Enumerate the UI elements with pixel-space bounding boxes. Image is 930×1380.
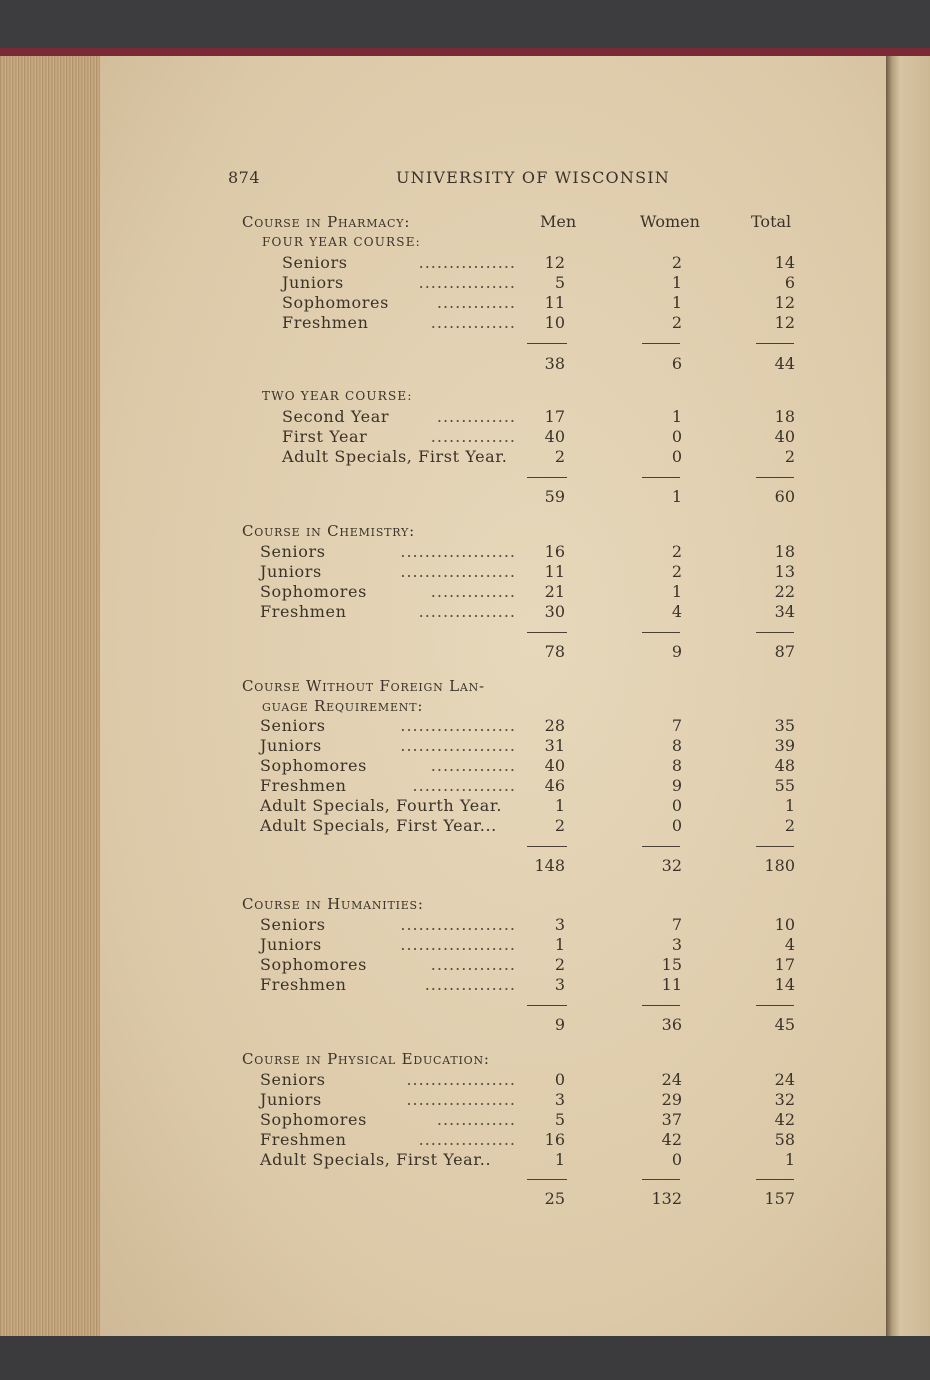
- table-row: [0, 736, 930, 756]
- total-count: 14: [774, 253, 795, 272]
- row-label: Seniors: [282, 253, 348, 272]
- section-subheading: FOUR YEAR COURSE:: [262, 235, 421, 249]
- men-count: 3: [554, 975, 565, 994]
- total-subtotal: 157: [764, 1189, 795, 1208]
- men-count: 11: [544, 562, 565, 581]
- row-label: Adult Specials, First Year.: [282, 447, 508, 466]
- leader-dots: .............: [436, 293, 516, 312]
- men-count: 12: [544, 253, 565, 272]
- table-row: [0, 313, 930, 333]
- total-count: 12: [774, 293, 795, 312]
- section-heading: Course in Humanities:: [242, 895, 424, 913]
- sum-rule: [642, 846, 680, 847]
- total-count: 35: [774, 716, 795, 735]
- subtotal-row: [0, 642, 930, 662]
- leader-dots: .............: [436, 407, 516, 426]
- leader-dots: ................: [418, 273, 516, 292]
- leader-dots: ..............: [430, 582, 516, 601]
- table-row: [0, 915, 930, 935]
- total-subtotal: 45: [774, 1015, 795, 1034]
- total-subtotal: 44: [774, 354, 795, 373]
- subtotal-row: [0, 354, 930, 374]
- row-label: Freshmen: [260, 776, 347, 795]
- women-subtotal: 6: [671, 354, 682, 373]
- table-row: [0, 602, 930, 622]
- row-label: Seniors: [260, 542, 326, 561]
- total-count: 17: [774, 955, 795, 974]
- women-subtotal: 132: [651, 1189, 682, 1208]
- women-count: 1: [671, 407, 682, 426]
- women-count: 42: [661, 1130, 682, 1149]
- women-count: 0: [671, 796, 682, 815]
- men-count: 5: [554, 1110, 565, 1129]
- row-label: Freshmen: [260, 1130, 347, 1149]
- total-count: 58: [774, 1130, 795, 1149]
- subtotal-row: [0, 487, 930, 507]
- men-count: 16: [544, 1130, 565, 1149]
- table-row: [0, 273, 930, 293]
- total-count: 6: [784, 273, 795, 292]
- total-count: 4: [784, 935, 795, 954]
- leader-dots: ...............: [424, 975, 516, 994]
- total-subtotal: 87: [774, 642, 795, 661]
- sum-rule: [642, 1005, 680, 1006]
- column-header-women: Women: [640, 212, 700, 231]
- men-count: 1: [554, 796, 565, 815]
- women-count: 2: [671, 542, 682, 561]
- women-count: 3: [671, 935, 682, 954]
- men-count: 17: [544, 407, 565, 426]
- men-count: 3: [554, 915, 565, 934]
- men-count: 2: [554, 955, 565, 974]
- table-row: [0, 253, 930, 273]
- table-row: [0, 975, 930, 995]
- leader-dots: ...................: [400, 542, 516, 561]
- men-count: 1: [554, 935, 565, 954]
- leader-dots: .............: [436, 1110, 516, 1129]
- table-row: [0, 796, 930, 816]
- total-count: 55: [774, 776, 795, 795]
- leader-dots: ...................: [400, 716, 516, 735]
- table-row: [0, 562, 930, 582]
- sum-rule: [756, 632, 794, 633]
- total-subtotal: 60: [774, 487, 795, 506]
- sum-rule: [756, 1005, 794, 1006]
- total-count: 18: [774, 542, 795, 561]
- women-count: 0: [671, 427, 682, 446]
- leader-dots: ...................: [400, 915, 516, 934]
- leader-dots: ..............: [430, 427, 516, 446]
- women-count: 4: [671, 602, 682, 621]
- leader-dots: ................: [418, 253, 516, 272]
- sum-rule: [527, 846, 567, 847]
- total-count: 14: [774, 975, 795, 994]
- section-heading: Course in Chemistry:: [242, 522, 415, 540]
- women-subtotal: 9: [671, 642, 682, 661]
- section-heading: Course Without Foreign Lan-: [242, 677, 485, 695]
- total-count: 2: [784, 816, 795, 835]
- row-label: Second Year: [282, 407, 390, 426]
- table-row: [0, 935, 930, 955]
- women-count: 8: [671, 736, 682, 755]
- table-row: [0, 1130, 930, 1150]
- row-label: Freshmen: [260, 975, 347, 994]
- subtotal-row: [0, 856, 930, 876]
- women-count: 1: [671, 293, 682, 312]
- women-count: 0: [671, 816, 682, 835]
- row-label: Seniors: [260, 915, 326, 934]
- men-count: 40: [544, 756, 565, 775]
- leader-dots: ..............: [430, 955, 516, 974]
- men-count: 3: [554, 1090, 565, 1109]
- men-subtotal: 25: [544, 1189, 565, 1208]
- women-count: 1: [671, 582, 682, 601]
- total-count: 13: [774, 562, 795, 581]
- leader-dots: ..................: [406, 1070, 516, 1089]
- men-count: 16: [544, 542, 565, 561]
- leader-dots: ..............: [430, 756, 516, 775]
- men-subtotal: 38: [544, 354, 565, 373]
- men-count: 30: [544, 602, 565, 621]
- row-label: Juniors: [260, 935, 322, 954]
- men-count: 0: [554, 1070, 565, 1089]
- women-subtotal: 36: [661, 1015, 682, 1034]
- row-label: Sophomores: [260, 1110, 367, 1129]
- men-count: 31: [544, 736, 565, 755]
- subtotal-row: [0, 1015, 930, 1035]
- book-cover-edge: [0, 48, 930, 56]
- table-row: [0, 1110, 930, 1130]
- total-count: 22: [774, 582, 795, 601]
- section-heading: Course in Physical Education:: [242, 1050, 490, 1068]
- row-label: Adult Specials, First Year...: [260, 816, 497, 835]
- table-row: [0, 293, 930, 313]
- page-title: UNIVERSITY OF WISCONSIN: [396, 168, 670, 187]
- sum-rule: [527, 1179, 567, 1180]
- leader-dots: ................: [418, 602, 516, 621]
- row-label: Sophomores: [260, 756, 367, 775]
- column-header-men: Men: [540, 212, 577, 231]
- sum-rule: [756, 343, 794, 344]
- table-row: [0, 407, 930, 427]
- row-label: Seniors: [260, 716, 326, 735]
- row-label: Adult Specials, Fourth Year.: [260, 796, 503, 815]
- background-top: [0, 0, 930, 52]
- women-count: 0: [671, 1150, 682, 1169]
- women-count: 1: [671, 273, 682, 292]
- men-count: 46: [544, 776, 565, 795]
- table-row: [0, 716, 930, 736]
- total-count: 39: [774, 736, 795, 755]
- row-label: Seniors: [260, 1070, 326, 1089]
- row-label: First Year: [282, 427, 368, 446]
- table-row: [0, 582, 930, 602]
- men-count: 21: [544, 582, 565, 601]
- leader-dots: .................: [412, 776, 516, 795]
- women-count: 7: [671, 716, 682, 735]
- women-count: 15: [661, 955, 682, 974]
- column-header-total: Total: [751, 212, 792, 231]
- total-count: 40: [774, 427, 795, 446]
- men-count: 11: [544, 293, 565, 312]
- table-row: [0, 955, 930, 975]
- total-count: 12: [774, 313, 795, 332]
- sum-rule: [527, 632, 567, 633]
- row-label: Freshmen: [282, 313, 369, 332]
- total-count: 32: [774, 1090, 795, 1109]
- women-count: 11: [661, 975, 682, 994]
- leader-dots: ...................: [400, 736, 516, 755]
- table-row: [0, 1090, 930, 1110]
- row-label: Sophomores: [282, 293, 389, 312]
- total-count: 1: [784, 796, 795, 815]
- men-count: 1: [554, 1150, 565, 1169]
- leader-dots: ................: [418, 1130, 516, 1149]
- sum-rule: [756, 477, 794, 478]
- table-row: [0, 542, 930, 562]
- table-row: [0, 756, 930, 776]
- sum-rule: [642, 477, 680, 478]
- women-count: 0: [671, 447, 682, 466]
- row-label: Freshmen: [260, 602, 347, 621]
- leader-dots: ...................: [400, 935, 516, 954]
- women-count: 2: [671, 253, 682, 272]
- women-count: 8: [671, 756, 682, 775]
- sum-rule: [756, 846, 794, 847]
- women-count: 37: [661, 1110, 682, 1129]
- total-count: 18: [774, 407, 795, 426]
- table-row: [0, 776, 930, 796]
- men-count: 2: [554, 447, 565, 466]
- row-label: Adult Specials, First Year..: [260, 1150, 492, 1169]
- row-label: Juniors: [260, 562, 322, 581]
- leader-dots: ..............: [430, 313, 516, 332]
- men-subtotal: 148: [534, 856, 565, 875]
- women-count: 24: [661, 1070, 682, 1089]
- row-label: Sophomores: [260, 955, 367, 974]
- row-label: Juniors: [260, 736, 322, 755]
- sum-rule: [527, 343, 567, 344]
- sum-rule: [642, 343, 680, 344]
- women-count: 7: [671, 915, 682, 934]
- table-row: [0, 816, 930, 836]
- men-count: 5: [554, 273, 565, 292]
- sum-rule: [756, 1179, 794, 1180]
- sum-rule: [642, 632, 680, 633]
- row-label: Sophomores: [260, 582, 367, 601]
- table-row: [0, 427, 930, 447]
- men-count: 2: [554, 816, 565, 835]
- women-count: 2: [671, 313, 682, 332]
- sum-rule: [527, 477, 567, 478]
- sum-rule: [527, 1005, 567, 1006]
- men-count: 10: [544, 313, 565, 332]
- men-subtotal: 78: [544, 642, 565, 661]
- women-count: 2: [671, 562, 682, 581]
- section-heading: Course in Pharmacy:: [242, 213, 411, 231]
- women-count: 29: [661, 1090, 682, 1109]
- table-row: [0, 1070, 930, 1090]
- total-count: 42: [774, 1110, 795, 1129]
- table-row: [0, 447, 930, 467]
- men-count: 40: [544, 427, 565, 446]
- total-count: 48: [774, 756, 795, 775]
- men-subtotal: 59: [544, 487, 565, 506]
- sum-rule: [642, 1179, 680, 1180]
- men-count: 28: [544, 716, 565, 735]
- total-count: 10: [774, 915, 795, 934]
- table-row: [0, 1150, 930, 1170]
- women-subtotal: 1: [671, 487, 682, 506]
- section-subheading: TWO YEAR COURSE:: [262, 389, 413, 403]
- subtotal-row: [0, 1189, 930, 1209]
- leader-dots: ..................: [406, 1090, 516, 1109]
- leader-dots: ...................: [400, 562, 516, 581]
- total-count: 1: [784, 1150, 795, 1169]
- row-label: Juniors: [282, 273, 344, 292]
- total-count: 2: [784, 447, 795, 466]
- section-heading-continued: guage Requirement:: [262, 697, 424, 715]
- page-number: 874: [228, 168, 261, 187]
- row-label: Juniors: [260, 1090, 322, 1109]
- total-subtotal: 180: [764, 856, 795, 875]
- total-count: 34: [774, 602, 795, 621]
- men-subtotal: 9: [554, 1015, 565, 1034]
- total-count: 24: [774, 1070, 795, 1089]
- background-bottom: [0, 1336, 930, 1380]
- women-count: 9: [671, 776, 682, 795]
- running-head: [0, 168, 930, 192]
- women-subtotal: 32: [661, 856, 682, 875]
